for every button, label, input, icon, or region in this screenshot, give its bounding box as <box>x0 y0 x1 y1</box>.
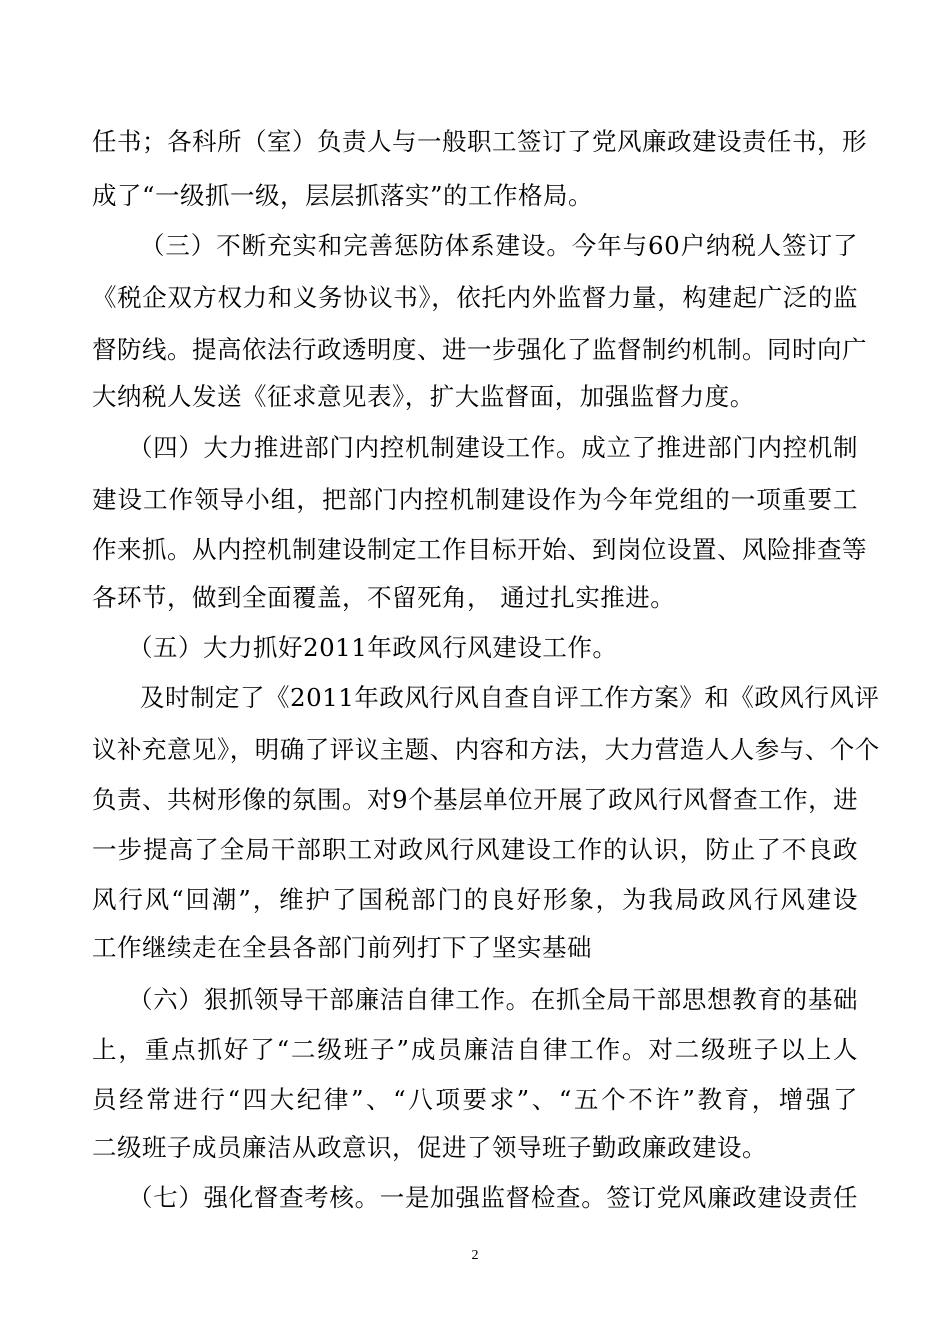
paragraph-line: 大纳税人发送《征求意见表》，扩大监督面，加强监督力度。 <box>92 382 755 411</box>
paragraph-line: 议补充意见》，明确了评议主题、内容和方法，大力营造人人参与、个个 <box>92 735 880 764</box>
paragraph-line: 督防线。提高依法行政透明度、进一步强化了监督制约机制。同时向广 <box>92 335 867 364</box>
paragraph-line: （七）强化督查考核。一是加强监督检查。签订党风廉政建设责任 <box>128 1183 858 1212</box>
paragraph-line: （六）狠抓领导干部廉洁自律工作。在抓全局干部思想教育的基础 <box>128 985 858 1014</box>
paragraph-line: 及时制定了《2011年政风行风自查自评工作方案》和《政风行风评 <box>140 683 880 712</box>
paragraph-line: 二级班子成员廉洁从政意识，促进了领导班子勤政廉政建设。 <box>92 1133 767 1162</box>
paragraph-line: 《税企双方权力和义务协议书》，依托内外监督力量，构建起广泛的监 <box>92 283 858 312</box>
paragraph-line: 上，重点抓好了“二级班子”成员廉洁自律工作。对二级班子以上人 <box>92 1035 858 1064</box>
paragraph-line: 任书；各科所（室）负责人与一般职工签订了党风廉政建设责任书，形 <box>92 127 867 156</box>
paragraph-line: （四）大力推进部门内控机制建设工作。成立了推进部门内控机制 <box>128 433 858 462</box>
paragraph-line: 作来抓。从内控机制建设制定工作目标开始、到岗位设置、风险排查等 <box>92 535 867 564</box>
page-number: 2 <box>471 1248 479 1263</box>
paragraph-line: 各环节，做到全面覆盖，不留死角， 通过扎实推进。 <box>92 583 676 612</box>
paragraph-line: 建设工作领导小组，把部门内控机制建设作为今年党组的一项重要工 <box>92 485 858 514</box>
paragraph-line: 一步提高了全局干部职工对政风行风建设工作的认识，防止了不良政 <box>92 835 858 864</box>
section-heading: （五）大力抓好2011年政风行风建设工作。 <box>128 633 618 662</box>
paragraph-line: 成了“一级抓一级，层层抓落实”的工作格局。 <box>92 181 594 210</box>
paragraph-line: （三）不断充实和完善惩防体系建设。今年与60户纳税人签订了 <box>140 231 858 260</box>
paragraph-line: 负责、共树形像的氛围。对9个基层单位开展了政风行风督查工作，进 <box>92 785 859 814</box>
paragraph-line: 风行风“回潮”，维护了国税部门的良好形象，为我局政风行风建设 <box>92 885 858 914</box>
paragraph-line: 员经常进行“四大纪律”、“八项要求”、“五个不许”教育，增强了 <box>92 1085 858 1114</box>
paragraph-line: 工作继续走在全县各部门前列打下了坚实基础 <box>92 933 592 962</box>
